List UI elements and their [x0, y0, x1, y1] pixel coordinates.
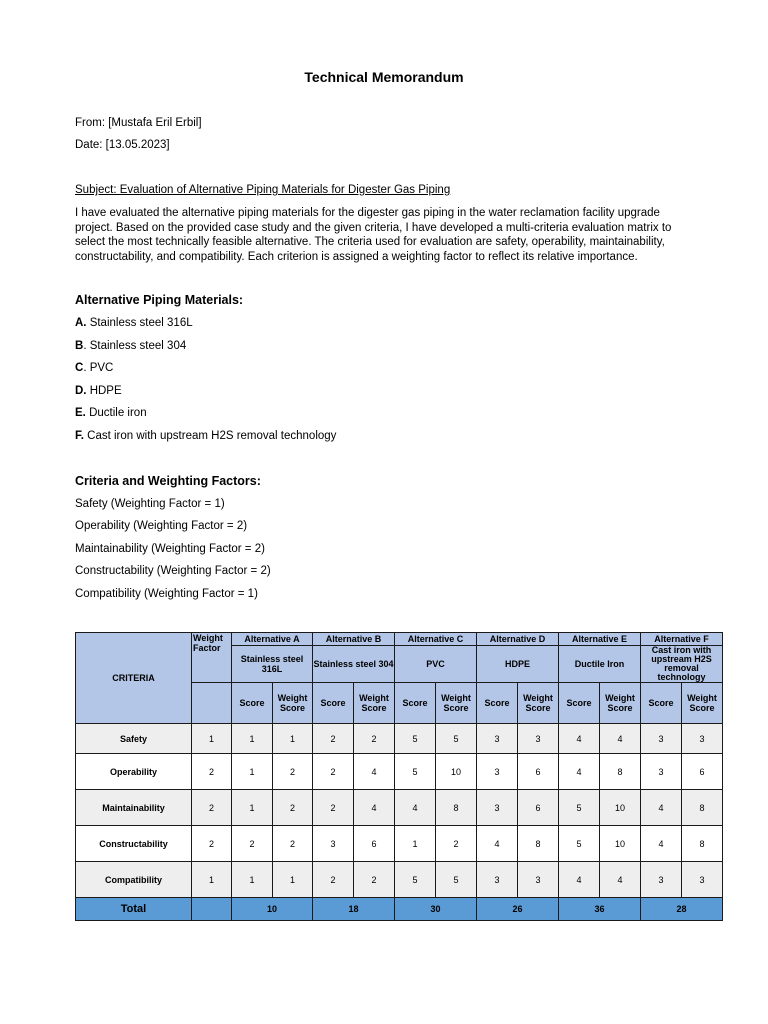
alternative-e-header: Alternative E: [559, 633, 641, 646]
weight-score-cell: 1: [273, 724, 313, 754]
score-cell: 3: [313, 826, 354, 862]
weight-score-cell: 10: [600, 790, 641, 826]
criteria-item: Safety (Weighting Factor = 1): [75, 498, 225, 510]
alternative-text: HDPE: [86, 385, 122, 397]
criteria-item: Maintainability (Weighting Factor = 2): [75, 543, 265, 555]
weight-score-cell: 3: [682, 862, 723, 898]
score-cell: 5: [395, 724, 436, 754]
criteria-heading: Criteria and Weighting Factors:: [75, 474, 261, 488]
weight-factor-blank: [192, 683, 232, 724]
weight-score-cell: 8: [682, 790, 723, 826]
weight-score-header: Weight Score: [354, 683, 395, 724]
weight-cell: 1: [192, 862, 232, 898]
criterion-cell: Safety: [76, 724, 192, 754]
alternative-item: [75, 362, 113, 374]
total-blank: [192, 898, 232, 921]
score-cell: 4: [559, 724, 600, 754]
criterion-cell: Compatibility: [76, 862, 192, 898]
weight-score-cell: 8: [682, 826, 723, 862]
alternative-item: [75, 340, 186, 352]
criterion-cell: Maintainability: [76, 790, 192, 826]
weight-score-header: Weight Score: [518, 683, 559, 724]
alternative-b-material: Stainless steel 304: [313, 646, 395, 683]
memo-paragraph: I have evaluated the alternative piping materials for the digester gas piping in the water reclamation facility upgrade project. Based on the provided case study and the given criteria, I have developed a multi-criteria evaluation matrix to select the most technically feasible alternative. The criteria used for evaluation are safety, operability, maintainability, constructability, and compatibility. Each criterion is assigned a weighting factor to reflect its relative importance.: [75, 207, 672, 263]
score-cell: 1: [395, 826, 436, 862]
weight-score-cell: 2: [273, 754, 313, 790]
weight-score-cell: 3: [518, 862, 559, 898]
score-cell: 1: [232, 862, 273, 898]
total-value: 36: [559, 898, 641, 921]
table-row: [76, 826, 723, 862]
score-cell: 4: [477, 826, 518, 862]
weight-score-cell: 2: [273, 790, 313, 826]
score-header: Score: [641, 683, 682, 724]
weight-cell: 2: [192, 790, 232, 826]
weight-score-header: Weight Score: [273, 683, 313, 724]
weight-score-cell: 4: [600, 862, 641, 898]
score-cell: 2: [232, 826, 273, 862]
total-value: 28: [641, 898, 723, 921]
score-cell: 2: [313, 754, 354, 790]
weight-score-cell: 5: [436, 724, 477, 754]
alternative-text: . PVC: [83, 362, 114, 374]
score-cell: 3: [477, 790, 518, 826]
score-cell: 4: [559, 862, 600, 898]
criteria-header: CRITERIA: [76, 633, 192, 724]
score-header: Score: [232, 683, 273, 724]
score-cell: 5: [559, 790, 600, 826]
memo-from: From: [Mustafa Eril Erbil]: [75, 117, 202, 129]
alternative-d-header: Alternative D: [477, 633, 559, 646]
weight-score-cell: 8: [600, 754, 641, 790]
criterion-cell: Operability: [76, 754, 192, 790]
weight-score-cell: 4: [354, 754, 395, 790]
weight-score-cell: 8: [436, 790, 477, 826]
score-cell: 3: [641, 862, 682, 898]
alternative-e-material: Ductile Iron: [559, 646, 641, 683]
score-header: Score: [395, 683, 436, 724]
alternative-c-material: PVC: [395, 646, 477, 683]
alternative-letter: A.: [75, 317, 87, 329]
alternative-letter: B: [75, 340, 84, 352]
alternative-letter: E.: [75, 407, 86, 419]
total-value: 10: [232, 898, 313, 921]
weight-score-header: Weight Score: [436, 683, 477, 724]
score-cell: 4: [641, 790, 682, 826]
criteria-item: Operability (Weighting Factor = 2): [75, 520, 248, 532]
score-header: Score: [559, 683, 600, 724]
weight-score-cell: 3: [518, 724, 559, 754]
weight-score-cell: 6: [518, 754, 559, 790]
score-cell: 3: [477, 862, 518, 898]
criteria-item: Constructability (Weighting Factor = 2): [75, 565, 271, 577]
score-cell: 3: [477, 724, 518, 754]
table-row: [76, 790, 723, 826]
score-cell: 1: [232, 754, 273, 790]
memo-date: Date: [13.05.2023]: [75, 139, 170, 151]
matrix-body: [76, 724, 723, 898]
alternative-letter: F.: [75, 430, 84, 442]
criteria-item: Compatibility (Weighting Factor = 1): [75, 588, 258, 600]
alternative-f-header: Alternative F: [641, 633, 723, 646]
memo-subject: Subject: Evaluation of Alternative Piping Materials for Digester Gas Piping: [75, 184, 451, 196]
evaluation-matrix: [75, 632, 723, 921]
score-cell: 5: [395, 862, 436, 898]
score-cell: 4: [641, 826, 682, 862]
weight-score-cell: 3: [682, 724, 723, 754]
weight-score-cell: 10: [436, 754, 477, 790]
weight-score-header: Weight Score: [600, 683, 641, 724]
score-cell: 3: [641, 724, 682, 754]
alternative-f-material: Cast iron with upstream H2S removal technology: [641, 646, 723, 683]
weight-cell: 2: [192, 754, 232, 790]
score-cell: 4: [559, 754, 600, 790]
score-cell: 2: [313, 790, 354, 826]
score-header: Score: [313, 683, 354, 724]
weight-score-cell: 6: [518, 790, 559, 826]
alternative-b-header: Alternative B: [313, 633, 395, 646]
score-cell: 3: [477, 754, 518, 790]
score-cell: 5: [395, 754, 436, 790]
score-cell: 4: [395, 790, 436, 826]
table-row: [76, 754, 723, 790]
alternative-a-header: Alternative A: [232, 633, 313, 646]
score-cell: 5: [559, 826, 600, 862]
total-value: 18: [313, 898, 395, 921]
alternatives-heading: Alternative Piping Materials:: [75, 293, 244, 307]
weight-score-cell: 2: [354, 724, 395, 754]
weight-score-cell: 2: [273, 826, 313, 862]
weight-score-cell: 10: [600, 826, 641, 862]
memo-title: Technical Memorandum: [304, 69, 464, 85]
table-row: [76, 724, 723, 754]
weight-score-cell: 1: [273, 862, 313, 898]
alternative-item: [75, 317, 193, 329]
alternative-d-material: HDPE: [477, 646, 559, 683]
weight-score-cell: 8: [518, 826, 559, 862]
alternative-text: Stainless steel 316L: [86, 317, 193, 329]
weight-score-cell: 4: [354, 790, 395, 826]
weight-score-header: Weight Score: [682, 683, 723, 724]
alternative-a-material: Stainless steel 316L: [232, 646, 313, 683]
weight-score-cell: 4: [600, 724, 641, 754]
score-cell: 1: [232, 790, 273, 826]
alternative-item: [75, 407, 147, 419]
alternative-c-header: Alternative C: [395, 633, 477, 646]
total-row: [76, 898, 723, 921]
total-value: 26: [477, 898, 559, 921]
table-row: [76, 862, 723, 898]
weight-score-cell: 6: [354, 826, 395, 862]
alternative-item: [75, 430, 336, 442]
score-cell: 3: [641, 754, 682, 790]
score-header: Score: [477, 683, 518, 724]
alternative-text: . Stainless steel 304: [83, 340, 187, 352]
criterion-cell: Constructability: [76, 826, 192, 862]
score-cell: 1: [232, 724, 273, 754]
total-label: Total: [76, 898, 192, 921]
alternative-text: Ductile iron: [85, 407, 147, 419]
score-cell: 2: [313, 862, 354, 898]
weight-score-cell: 2: [436, 826, 477, 862]
total-value: 30: [395, 898, 477, 921]
alternative-item: [75, 385, 122, 397]
score-cell: 2: [313, 724, 354, 754]
weight-cell: 2: [192, 826, 232, 862]
alternative-letter: D.: [75, 385, 87, 397]
alternative-text: Cast iron with upstream H2S removal technology: [83, 430, 337, 442]
weight-score-cell: 5: [436, 862, 477, 898]
weight-score-cell: 6: [682, 754, 723, 790]
alternative-letter: C: [75, 362, 84, 374]
weight-factor-header: Weight Factor: [192, 633, 232, 683]
weight-cell: 1: [192, 724, 232, 754]
weight-score-cell: 2: [354, 862, 395, 898]
